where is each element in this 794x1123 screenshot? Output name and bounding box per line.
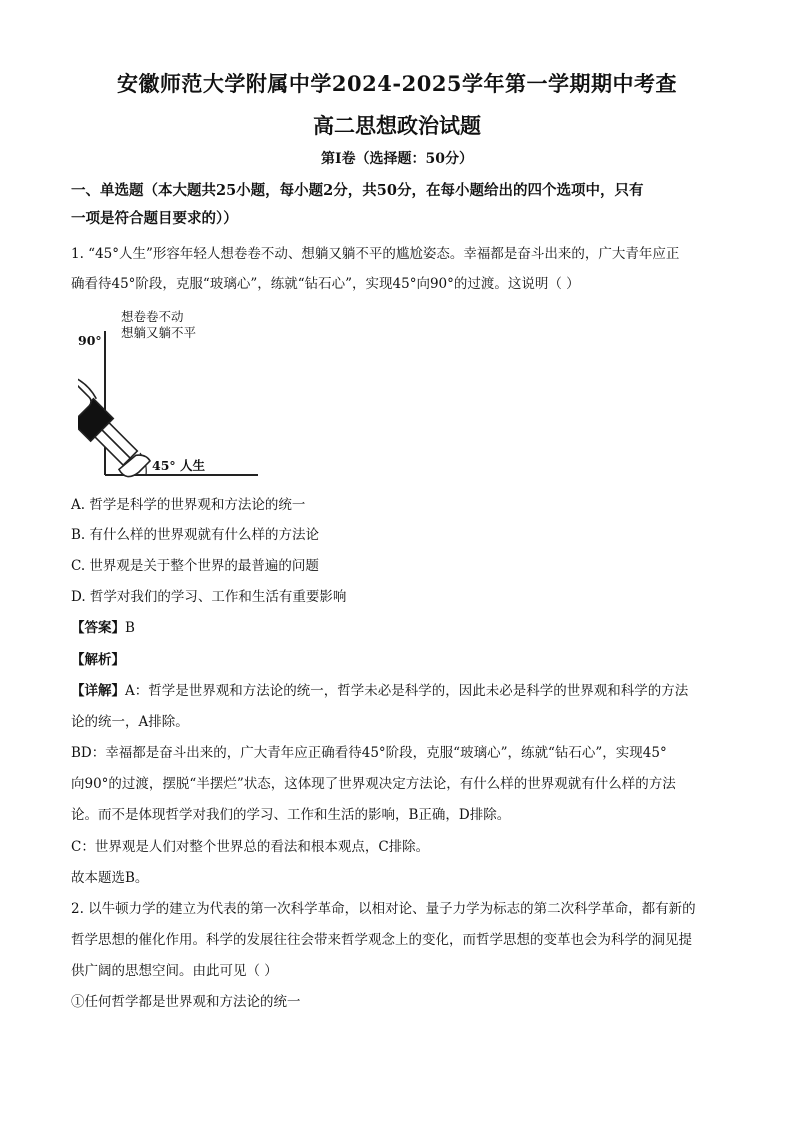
figure-label-45: 45° 人生 [152, 458, 205, 473]
q1-option-d: D. 哲学对我们的学习、工作和生活有重要影响 [71, 589, 347, 605]
exam-part-heading: 第Ⅰ卷（选择题：50分） [320, 151, 474, 167]
q1-option-b: B. 有什么样的世界观就有什么样的方法论 [71, 527, 320, 543]
q1-explain-c: C：世界观是人们对整个世界总的看法和根本观点，C排除。 [71, 839, 430, 855]
q1-stem: 1. “45°人生”形容年轻人想卷卷不动、想躺又躺不平的尴尬姿态。幸福都是奋斗出来的，广大青年应正 [71, 246, 680, 262]
figure-caption-line1: 想卷卷不动 [121, 309, 184, 324]
q1-explain-cont: 论的统一，A排除。 [71, 714, 189, 730]
exam-subtitle: 高二思想政治试题 [313, 113, 481, 138]
detail-tag: 【详解】 [71, 683, 125, 699]
q1-explain-bd: BD：幸福都是奋斗出来的，广大青年应正确看待45°阶段，克服“玻璃心”，练就“钻石心”，实现45° [71, 745, 667, 761]
section-heading-cont: 一项是符合题目要求的）） [71, 210, 238, 227]
q2-stem: 2. 以牛顿力学的建立为代表的第一次科学革命，以相对论、量子力学为标志的第二次科学革命，都有新的 [71, 901, 696, 917]
answer-value: B [125, 620, 135, 636]
q2-option-1: ①任何哲学都是世界观和方法论的统一 [71, 994, 301, 1010]
q1-explain-bd-cont: 向90°的过渡，摆脱“半摆烂”状态，这体现了世界观决定方法论，有什么样的世界观就有什么样的方法 [71, 776, 676, 792]
q1-stem-cont: 确看待45°阶段，克服“玻璃心”，练就“钻石心”，实现45°向90°的过渡。这说明（ ） [71, 276, 580, 292]
q1-explain [71, 681, 731, 701]
analysis-tag: 【解析】 [71, 652, 125, 668]
figure-label-90: 90° [78, 333, 102, 348]
q1-answer [71, 618, 731, 638]
section-heading: 一、单选题（本大题共25小题，每小题2分，共50分，在每小题给出的四个选项中，只有 [71, 182, 644, 199]
q1-option-c: C. 世界观是关于整个世界的最普遍的问题 [71, 558, 319, 574]
q1-conclusion: 故本题选B。 [71, 870, 149, 886]
q1-explain-bd-cont2: 论。而不是体现哲学对我们的学习、工作和生活的影响，B正确，D排除。 [71, 807, 511, 823]
q2-stem-cont2: 供广阔的思想空间。由此可见（ ） [71, 963, 278, 979]
explain-text: A：哲学是世界观和方法论的统一，哲学未必是科学的，因此未必是科学的世界观和科学的方法 [125, 683, 689, 699]
answer-tag: 【答案】 [71, 620, 125, 636]
q1-figure [78, 303, 268, 483]
exam-title: 安徽师范大学附属中学2024-2025学年第一学期期中考查 [116, 71, 678, 96]
q2-stem-cont: 哲学思想的催化作用。科学的发展往往会带来哲学观念上的变化，而哲学思想的变革也会为科学的洞见提 [71, 932, 692, 948]
q1-option-a: A. 哲学是科学的世界观和方法论的统一 [71, 497, 306, 513]
figure-caption-line2: 想躺又躺不平 [121, 325, 197, 340]
